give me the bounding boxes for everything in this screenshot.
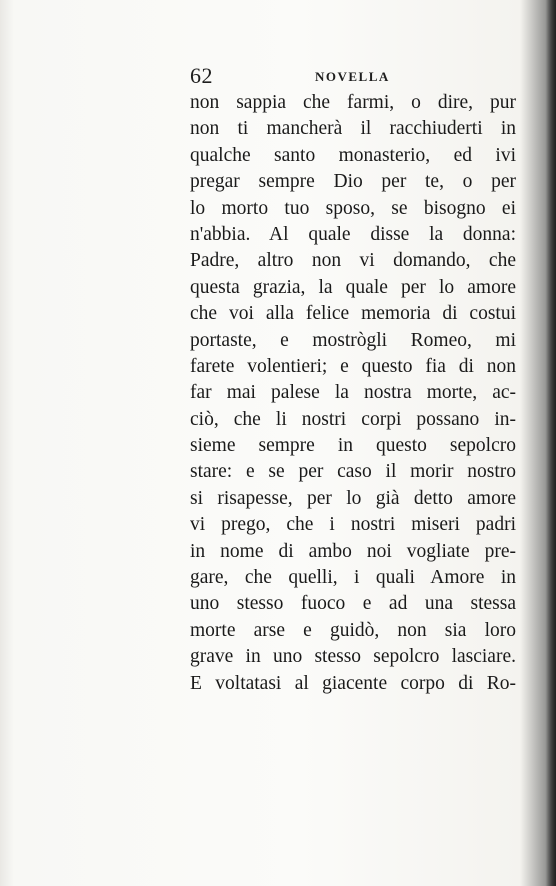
body-text bbox=[190, 90, 516, 697]
text-line: si risapesse, per lo già detto amore bbox=[190, 487, 516, 509]
text-line: pregar sempre Dio per te, o per bbox=[190, 171, 516, 193]
page-number: 62 bbox=[190, 63, 213, 88]
text-line: questa grazia, la quale per lo amore bbox=[190, 276, 516, 298]
text-line: vi prego, che i nostri miseri padri bbox=[190, 514, 516, 536]
text-line: morte arse e guidò, non sia loro bbox=[190, 619, 516, 641]
text-line: sieme sempre in questo sepolcro bbox=[190, 435, 516, 457]
text-line: grave in uno stesso sepolcro lasciare. bbox=[190, 646, 516, 668]
text-line: n'abbia. Al quale disse la donna: bbox=[190, 223, 516, 245]
text-line: lo morto tuo sposo, se bisogno ei bbox=[190, 197, 516, 219]
text-line: farete volentieri; e questo fia di non bbox=[190, 355, 516, 377]
text-line: far mai palese la nostra morte, ac- bbox=[190, 382, 516, 404]
text-line: non ti mancherà il racchiuderti in bbox=[190, 118, 516, 140]
page-header bbox=[190, 63, 410, 87]
text-line: E voltatasi al giacente corpo di Ro- bbox=[190, 672, 516, 694]
text-line: che voi alla felice memoria di costui bbox=[190, 303, 516, 325]
text-line: non sappia che farmi, o dire, pur bbox=[190, 92, 516, 113]
text-line: uno stesso fuoco e ad una stessa bbox=[190, 593, 516, 615]
page-edge-shadow bbox=[546, 0, 556, 886]
text-line: stare: e se per caso il morir nostro bbox=[190, 461, 516, 483]
text-line: ciò, che li nostri corpi possano in- bbox=[190, 408, 516, 430]
text-line: in nome di ambo noi vogliate pre- bbox=[190, 540, 516, 562]
text-line: portaste, e mostrògli Romeo, mi bbox=[190, 329, 516, 351]
text-line: Padre, altro non vi domando, che bbox=[190, 250, 516, 272]
text-line: qualche santo monasterio, ed ivi bbox=[190, 144, 516, 166]
running-head: NOVELLA bbox=[315, 69, 390, 84]
text-line: gare, che quelli, i quali Amore in bbox=[190, 567, 516, 589]
